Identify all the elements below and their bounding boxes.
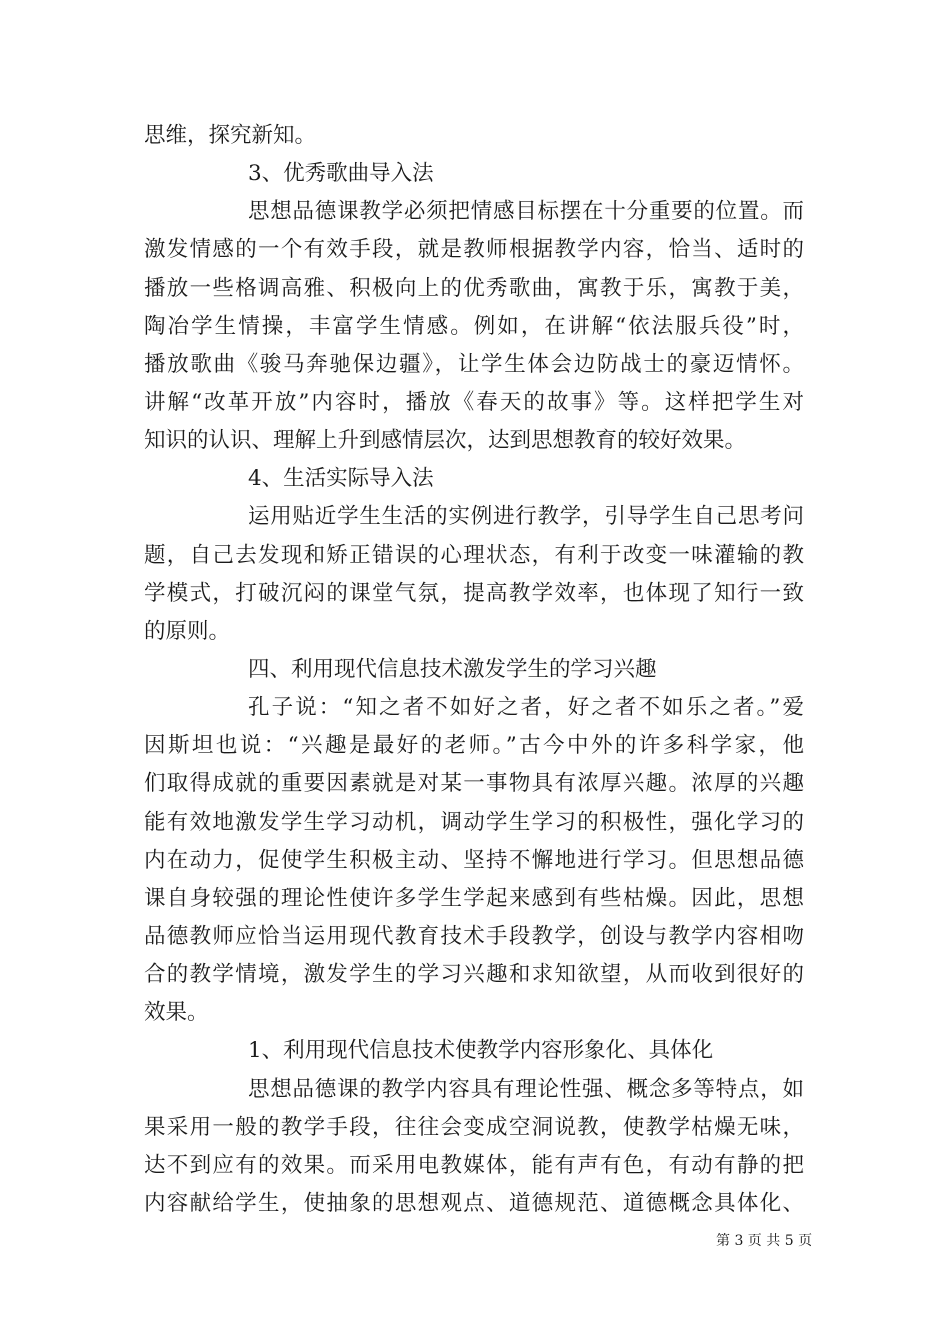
paragraph-line: 课自身较强的理论性使许多学生学起来感到有些枯燥。因此，思想 xyxy=(144,885,804,911)
paragraph-line: 知识的认识、理解上升到感情层次，达到思想教育的较好效果。 xyxy=(144,428,747,454)
paragraph-line: 运用贴近学生生活的实例进行教学，引导学生自己思考问 xyxy=(248,504,804,530)
page-footer: 第 3 页 共 5 页 xyxy=(716,1233,813,1249)
paragraph-line: 内在动力，促使学生积极主动、坚持不懈地进行学习。但思想品德 xyxy=(144,847,804,873)
paragraph-line: 达不到应有的效果。而采用电教媒体，能有声有色，有动有静的把 xyxy=(144,1152,804,1178)
section-heading: 1、利用现代信息技术使教学内容形象化、具体化 xyxy=(248,1038,714,1064)
paragraph-line: 合的教学情境，激发学生的学习兴趣和求知欲望，从而收到很好的 xyxy=(144,962,804,988)
paragraph-line: 讲解“改革开放”内容时，播放《春天的故事》等。这样把学生对 xyxy=(144,389,804,415)
paragraph-line: 果采用一般的教学手段，往往会变成空洞说教，使教学枯燥无味， xyxy=(144,1114,804,1140)
section-heading: 四、利用现代信息技术激发学生的学习兴趣 xyxy=(248,656,657,682)
paragraph-line: 播放歌曲《骏马奔驰保边疆》，让学生体会边防战士的豪迈情怀。 xyxy=(144,351,804,377)
paragraph-line: 题，自己去发现和矫正错误的心理状态，有利于改变一味灌输的教 xyxy=(144,542,804,568)
paragraph-line: 孔子说：“知之者不如好之者，好之者不如乐之者。”爱 xyxy=(248,695,804,721)
section-heading: 4、生活实际导入法 xyxy=(248,466,434,492)
paragraph-line: 思想品德课的教学内容具有理论性强、概念多等特点，如 xyxy=(248,1076,804,1102)
paragraph-line: 效果。 xyxy=(144,1000,209,1026)
document-body xyxy=(144,117,804,1223)
paragraph-line: 学模式，打破沉闷的课堂气氛，提高教学效率，也体现了知行一致 xyxy=(144,580,804,606)
paragraph-line: 内容献给学生，使抽象的思想观点、道德规范、道德概念具体化、 xyxy=(144,1190,804,1216)
paragraph-line: 因斯坦也说：“兴趣是最好的老师。”古今中外的许多科学家，他 xyxy=(144,733,804,759)
paragraph-line: 能有效地激发学生学习动机，调动学生学习的积极性，强化学习的 xyxy=(144,809,804,835)
paragraph-line: 思想品德课教学必须把情感目标摆在十分重要的位置。而 xyxy=(248,199,804,225)
section-heading: 3、优秀歌曲导入法 xyxy=(248,161,434,187)
paragraph-line: 们取得成就的重要因素就是对某一事物具有浓厚兴趣。浓厚的兴趣 xyxy=(144,771,804,797)
paragraph-line: 播放一些格调高雅、积极向上的优秀歌曲，寓教于乐，寓教于美， xyxy=(144,275,804,301)
paragraph-line: 思维，探究新知。 xyxy=(144,123,317,148)
paragraph-line: 陶冶学生情操，丰富学生情感。例如，在讲解“依法服兵役”时， xyxy=(144,313,804,339)
paragraph-line: 品德教师应恰当运用现代教育技术手段教学，创设与教学内容相吻 xyxy=(144,923,804,949)
paragraph-line: 激发情感的一个有效手段，就是教师根据教学内容，恰当、适时的 xyxy=(144,237,804,263)
paragraph-line: 的原则。 xyxy=(144,618,231,644)
